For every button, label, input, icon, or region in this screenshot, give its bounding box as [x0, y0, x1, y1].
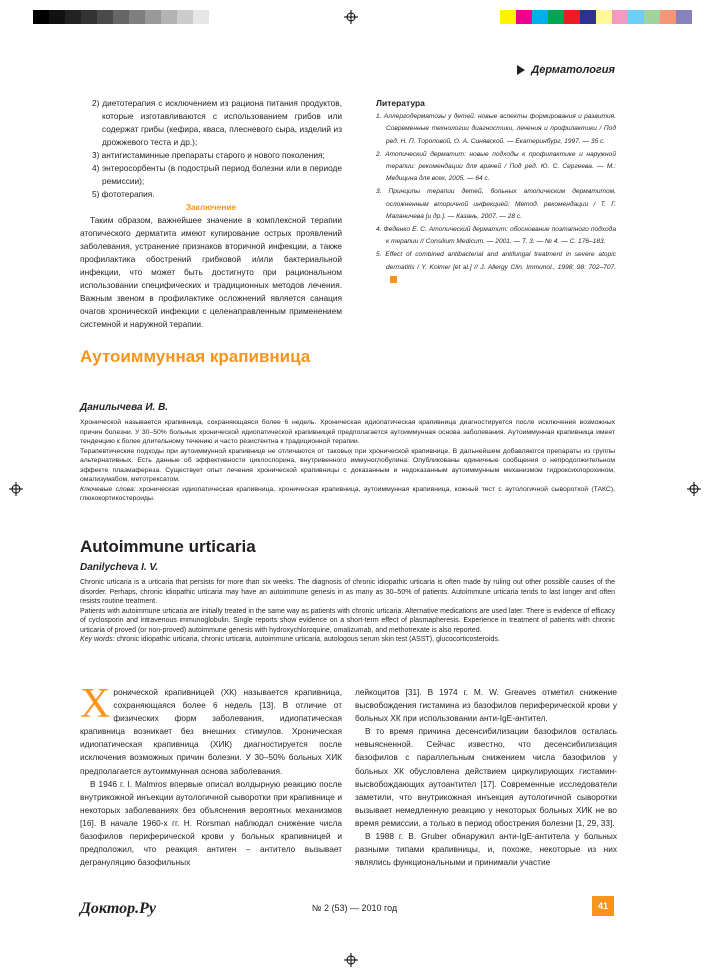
abstract-paragraph: Chronic urticaria is a urticaria that persists for more than six weeks. The diagnosis of chronic idiopathic urticaria is often made by ruling out other possible causes of the disorder. Perhaps, chronic idiopathic urticaria may have an autoimmune genesis in as many as 30–50% of patients. Autoimmune urticaria tends to last longer and often resists routine treatment.	[80, 579, 615, 605]
print-swatch	[612, 10, 628, 24]
drop-cap: Х	[80, 681, 111, 727]
print-swatch	[33, 10, 49, 24]
treatment-list-column	[80, 97, 342, 331]
print-swatch	[81, 10, 97, 24]
author-ru: Данилычева И. В.	[80, 402, 169, 413]
print-swatch	[49, 10, 65, 24]
journal-logo: Доктор.Ру	[80, 900, 156, 917]
registration-mark-icon	[344, 10, 358, 24]
print-swatch	[209, 10, 225, 24]
abstract-ru	[80, 418, 615, 504]
keywords-label: Ключевые слова:	[80, 485, 136, 493]
reference-item: 1. Аллергодерматозы у детей: новые аспекты формирования и развития. Современные технологии диагностики, лечения и профилактики / Под ред. Н. П. Тороповой, О. А. Синявской. — Екатеринбург, 1997. — 35 с.	[376, 113, 616, 145]
body-paragraph: лейкоцитов [31]. В 1974 г. M. W. Greaves отметил снижение высвобождения гистамина из базофилов периферической крови у больных ХК при использовании анти-IgE-антител.	[355, 687, 617, 724]
reference-text: 5. Effect of combined antibacterial and antifungal treatment in severe atopic dermatitis / Y. Kolmer [et al.] // J. Allergy Clin. Immunol., 1998; 98: 702–707.	[376, 251, 616, 271]
body-text: ронической крапивницей (ХК) называется крапивница, сохраняющаяся более 6 недель [13]. В отличие от физических форм заболевания, идиопатическая крапивница возникает без внешних стимулов. Хроническая идиопатическая крапивница (ХИК) диагностируется после исключения возможных причин болезни. У 30–50% больных ХИК предполагается аутоиммунная основа заболевания.	[80, 687, 342, 776]
print-swatch	[193, 10, 209, 24]
print-swatch	[532, 10, 548, 24]
section-header	[517, 64, 615, 76]
print-swatch	[129, 10, 145, 24]
literature-title: Литература	[376, 98, 425, 108]
body-paragraph: В 1946 г. I. Malmros впервые описал волдырную реакцию после внутрикожной инъекции аутологичной сыворотки при крапивнице и некоторых заболеваниях без объяснения вероятных механизмов [16]. В начале 1960-х гг. H. Rorsman наблюдал снижение числа базофилов периферической крови у больных крапивницей и предположил, что реакция антиген – антитело вызывает дегрануляцию базофильных	[80, 778, 342, 868]
print-swatch	[564, 10, 580, 24]
print-swatch	[644, 10, 660, 24]
print-swatch	[596, 10, 612, 24]
article-title-en: Autoimmune urticaria	[80, 537, 256, 556]
body-column-left	[80, 681, 342, 869]
keywords-text: хроническая идиопатическая крапивница, хроническая крапивница, аутоиммунная крапивница, кожный тест с аутологичной сывороткой (ТАКС), глюкокортикостероиды.	[80, 485, 615, 502]
print-swatch	[628, 10, 644, 24]
print-swatch	[145, 10, 161, 24]
keywords-label: Key words:	[80, 636, 115, 643]
print-swatch	[161, 10, 177, 24]
print-swatch	[580, 10, 596, 24]
reference-item	[376, 249, 616, 286]
abstract-paragraph: Хронической называется крапивница, сохраняющаяся более 6 недель. Хроническая идиопатическая крапивница диагностируется после исключения возможных причин болезни. У 30–50% больных хронической идиопатической крапивницей предполагается аутоиммунная основа заболевания. Аутоиммунная крапивница имеет тенденцию к более длительному течению и часто резистентна к традиционной терапии.	[80, 419, 615, 445]
print-swatch	[660, 10, 676, 24]
abstract-paragraph: Patients with autoimmune urticaria are initially treated in the same way as patients with chronic urticaria. Alternative medications are used later. There is evidence of efficacy of cyclosporin and intravenous immunoglobulin. Single reports show evidence on a short-term effect of plasmapheresis. Experience in treatment of patients with chronic urticaria of proved (or non-proved) autoimmune genesis with hydroxychloroquine, omalizumab, and methotrexate is also reported.	[80, 607, 615, 634]
body-paragraph: В то время причина десенсибилизации базофилов осталась невыясненной. Сейчас известно, что десенсибилизация базофилов с параллельным снижением числа базофилов у больных ХК обусловлена действием циркулирующих гистамин-высвобождающих аутоантител [17]. Современные исследователи заметили, что внутрикожная инъекция аутологичной сыворотки вызывает немедленную реакцию у некоторых больных ХИК не во время ремиссии, а только в период обострения болезни [1, 29, 33].	[355, 726, 617, 828]
reference-item: 4. Феденко Е. С. Атопический дерматит: обоснование поэтапного подхода к терапии // Consilium Medicum. — 2001. — Т. 3. — № 4. — С. 176–183.	[376, 226, 616, 246]
article-title-ru: Аутоиммунная крапивница	[80, 347, 311, 366]
conclusion-text: Таким образом, важнейшее значение в комплексной терапии атопического дерматита имеют купирование острых проявлений заболевания, устранение признаков вторичной инфекции, а также профилактика обострений грибковой и/или бактериальной инфекции, что может быть достигнуто при рациональном использовании специфических и традиционных методов лечения. Важным звеном в профилактике осложнений является санация очагов хронической инфекции с целенаправленным применением системной и наружной терапии.	[80, 215, 342, 329]
color-print-bar	[500, 10, 692, 24]
author-en: Danilycheva I. V.	[80, 562, 159, 573]
list-item: 2) диетотерапия с исключением из рациона питания продуктов, которые изготавливаются с использованием грибов или содержат грибы (кефира, кваса, плесневого сыра, изделий из дрожжевого теста и др.);	[92, 98, 342, 147]
print-swatch	[516, 10, 532, 24]
print-swatch	[113, 10, 129, 24]
body-column-right	[355, 686, 617, 869]
keywords-ru	[80, 485, 615, 504]
registration-mark-icon	[687, 482, 701, 496]
literature-list	[376, 111, 616, 286]
print-swatch	[676, 10, 692, 24]
page-number: 41	[592, 896, 614, 916]
list-item: 3) антигистаминные препараты старого и нового поколения;	[92, 150, 325, 160]
print-swatch	[500, 10, 516, 24]
issue-label: № 2 (53) — 2010 год	[311, 903, 398, 913]
list-item: 4) энтеросорбенты (в подострый период болезни или в периоде ремиссии);	[92, 163, 342, 186]
abstract-en	[80, 578, 615, 645]
literature-column	[376, 97, 616, 287]
conclusion-heading: Заключение	[185, 202, 237, 212]
keywords-en	[80, 635, 615, 645]
treatment-list	[80, 97, 342, 201]
print-swatch	[65, 10, 81, 24]
list-item: 5) фототерапия.	[92, 189, 155, 199]
section-title: Дерматология	[531, 64, 615, 76]
abstract-paragraph: Терапевтические подходы при аутоиммунной крапивнице не отличаются от таковых при хронической крапивнице. В дальнейшем добавляются препараты из группы альтернативных. Есть данные об эффективности циклоспорина, внутривенного иммуноглобулина. Опубликованы единичные сообщения о непродолжительном эффекте плазмафереза. Существует опыт лечения хронической крапивницы с доказанным и недоказанным аутоиммунным механизмом гидроксихлорохином, омализумабом, метотрексатом.	[80, 447, 615, 483]
print-swatch	[177, 10, 193, 24]
end-square-icon	[390, 276, 397, 283]
grayscale-print-bar	[33, 10, 225, 24]
reference-item: 2. Атопический дерматит: новые подходы к профилактике и наружной терапии: рекомендации для врачей / Под ред. Ю. С. Сергеева. — М.: Медицина для всех, 2005. — 64 с.	[376, 150, 616, 183]
print-swatch	[97, 10, 113, 24]
print-swatch	[548, 10, 564, 24]
body-paragraph	[80, 681, 342, 778]
reference-item: 3. Принципы терапии детей, больных атопическим дерматитом, осложненным вторичной инфекцией: Метод. рекомендации / Т. Г. Маланичева [и др.]. — Казань, 2007. — 28 с.	[376, 188, 616, 220]
triangle-arrow-icon	[517, 65, 525, 75]
registration-mark-icon	[344, 953, 358, 967]
keywords-text: chronic idiopathic urticaria, chronic urticaria, autoimmune urticaria, autologous serum skin test (ASST), glucocorticosteroids.	[114, 636, 500, 643]
body-paragraph: В 1988 г. B. Gruber обнаружил анти-IgE-антитела у больных разными типами крапивницы, и, похоже, некоторые из них являлись функциональными и принимали участие	[355, 831, 617, 868]
registration-mark-icon	[9, 482, 23, 496]
